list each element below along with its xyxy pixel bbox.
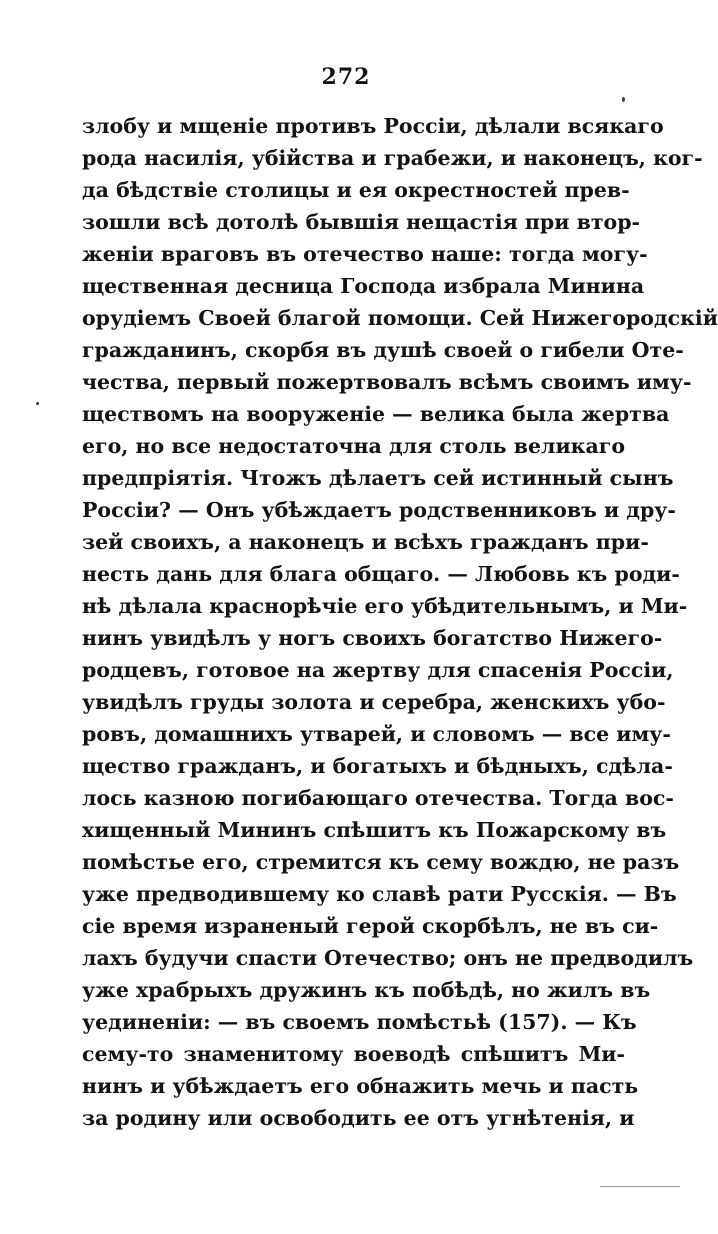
text-line: гражданинъ, скорбя въ душѣ своей о гибели Оте- bbox=[82, 338, 684, 362]
text-line: зошли всѣ дотолѣ бывшія нещастія при втор- bbox=[82, 210, 641, 234]
text-line: щественная десница Господа избрала Минина bbox=[82, 274, 645, 298]
text-line: увидѣлъ груды золота и серебра, женскихъ убо- bbox=[82, 690, 666, 714]
scan-speck bbox=[36, 402, 39, 405]
text-line: нинъ увидѣлъ у ногъ своихъ богатство Нижего- bbox=[82, 626, 663, 650]
text-line: за родину или освободить ее отъ угнѣтенія, и bbox=[82, 1106, 635, 1130]
text-line: зей своихъ, а наконецъ и всѣхъ гражданъ при- bbox=[82, 530, 649, 554]
text-line: нинъ и убѣждаетъ его обнажить мечь и пасть bbox=[82, 1074, 639, 1098]
text-line: ровъ, домашнихъ утварей, и словомъ — все иму- bbox=[82, 722, 671, 746]
text-line: уже храбрыхъ дружинъ къ побѣдѣ, но жилъ въ bbox=[82, 978, 651, 1002]
text-line: сіе время израненый герой скорбѣлъ, не въ си- bbox=[82, 914, 659, 938]
text-line: чества, первый пожертвовалъ всѣмъ своимъ иму- bbox=[82, 370, 692, 394]
text-line: щество гражданъ, и богатыхъ и бѣдныхъ, сдѣла- bbox=[82, 754, 673, 778]
scan-speck bbox=[622, 97, 625, 102]
text-line: предпріятія. Чтожъ дѣлаетъ сей истинный сынъ bbox=[82, 466, 674, 490]
text-line: злобу и мщеніе противъ Россіи, дѣлали всякаго bbox=[82, 114, 664, 138]
text-line: рода насилія, убійства и грабежи, и наконецъ, ког- bbox=[82, 146, 703, 170]
text-line: несть дань для блага общаго. — Любовь къ роди- bbox=[82, 562, 680, 586]
text-line: уже предводившему ко славѣ рати Русскія. — Въ bbox=[82, 882, 677, 906]
text-line: ществомъ на вооруженіе — велика была жертва bbox=[82, 402, 670, 426]
text-line: нѣ дѣлала краснорѣчіе его убѣдительнымъ, и Ми- bbox=[82, 594, 688, 618]
text-line: женіи враговъ въ отечество наше: тогда могу- bbox=[82, 242, 648, 266]
text-line: лахъ будучи спасти Отечество; онъ не предводилъ bbox=[82, 946, 694, 970]
text-line: сему-то знаменитому воеводѣ спѣшитъ Ми- bbox=[82, 1042, 625, 1066]
scan-edge-mark bbox=[600, 1186, 680, 1187]
text-line: Россіи? — Онъ убѣждаетъ родственниковъ и дру- bbox=[82, 498, 676, 522]
text-line: уединеніи: — въ своемъ помѣстьѣ (157). — Къ bbox=[82, 1010, 637, 1034]
text-line: хищенный Мининъ спѣшитъ къ Пожарскому въ bbox=[82, 818, 667, 842]
text-line: его, но все недостаточна для столь великаго bbox=[82, 434, 625, 458]
text-line: лось казною погибающаго отечества. Тогда вос- bbox=[82, 786, 674, 810]
text-line: помѣстье его, стремится къ сему вождю, не разъ bbox=[82, 850, 680, 874]
text-line: орудіемъ Своей благой помощи. Сей Нижегородскій bbox=[82, 306, 718, 330]
text-line: да бѣдствіе столицы и ея окрестностей прев- bbox=[82, 178, 630, 202]
text-line: родцевъ, готовое на жертву для спасенія Россіи, bbox=[82, 658, 674, 682]
text-body bbox=[82, 110, 718, 1134]
page-number: 272 bbox=[321, 64, 371, 90]
